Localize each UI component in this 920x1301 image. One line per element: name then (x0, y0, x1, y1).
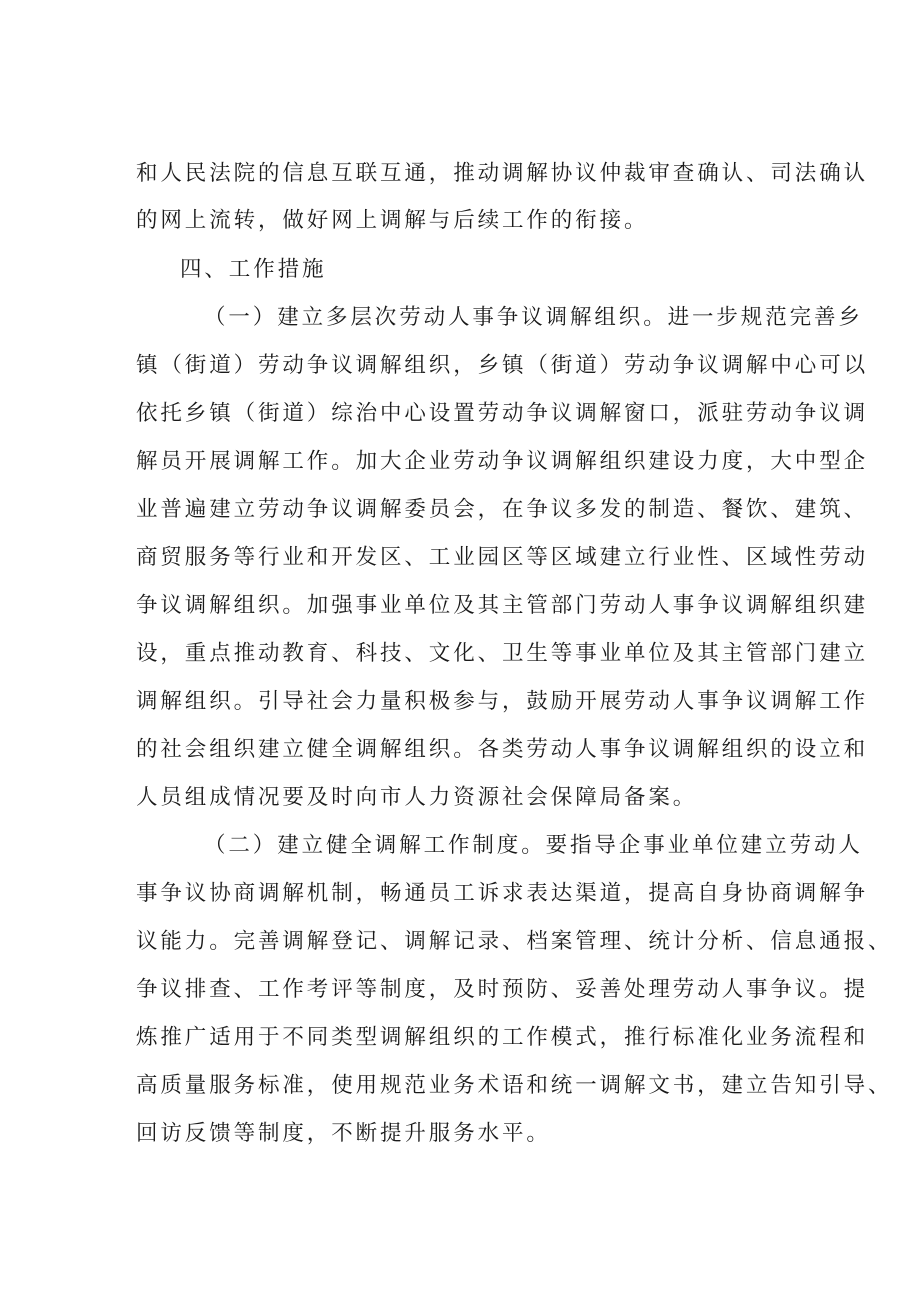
text-line: 人员组成情况要及时向市人力资源社会保障局备案。 (136, 785, 698, 810)
text-line: 炼推广适用于不同类型调解组织的工作模式，推行标准化业务流程和 (136, 1025, 869, 1050)
text-line: 调解组织。引导社会力量积极参与，鼓励开展劳动人事争议调解工作 (136, 689, 869, 714)
paragraph-start: （二）建立健全调解工作制度。要指导企事业单位建立劳动人 (204, 833, 863, 858)
text-line: 设，重点推动教育、科技、文化、卫生等事业单位及其主管部门建立 (136, 641, 869, 666)
text-line: 回访反馈等制度，不断提升服务水平。 (136, 1121, 551, 1146)
text-line: 的社会组织建立健全调解组织。各类劳动人事争议调解组织的设立和 (136, 737, 869, 762)
text-line: 争议调解组织。加强事业单位及其主管部门劳动人事争议调解组织建 (136, 593, 869, 618)
text-line: 的网上流转，做好网上调解与后续工作的衔接。 (136, 208, 649, 233)
text-line: 商贸服务等行业和开发区、工业园区等区域建立行业性、区域性劳动 (136, 545, 869, 570)
section-heading: 四、工作措施 (180, 257, 327, 282)
text-line: 事争议协商调解机制，畅通员工诉求表达渠道，提高自身协商调解争 (136, 881, 869, 906)
paragraph-start: （一）建立多层次劳动人事争议调解组织。进一步规范完善乡 (204, 305, 863, 330)
text-line: 高质量服务标准，使用规范业务术语和统一调解文书，建立告知引导、 (136, 1073, 893, 1098)
text-line: 业普遍建立劳动争议调解委员会，在争议多发的制造、餐饮、建筑、 (136, 497, 869, 522)
text-line: 依托乡镇（街道）综治中心设置劳动争议调解窗口，派驻劳动争议调 (136, 401, 869, 426)
text-line: 镇（街道）劳动争议调解组织，乡镇（街道）劳动争议调解中心可以 (136, 353, 869, 378)
text-line: 争议排查、工作考评等制度，及时预防、妥善处理劳动人事争议。提 (136, 977, 869, 1002)
text-line: 和人民法院的信息互联互通，推动调解协议仲裁审查确认、司法确认 (136, 161, 869, 186)
text-line: 议能力。完善调解登记、调解记录、档案管理、统计分析、信息通报、 (136, 929, 893, 954)
text-line: 解员开展调解工作。加大企业劳动争议调解组织建设力度，大中型企 (136, 449, 869, 474)
